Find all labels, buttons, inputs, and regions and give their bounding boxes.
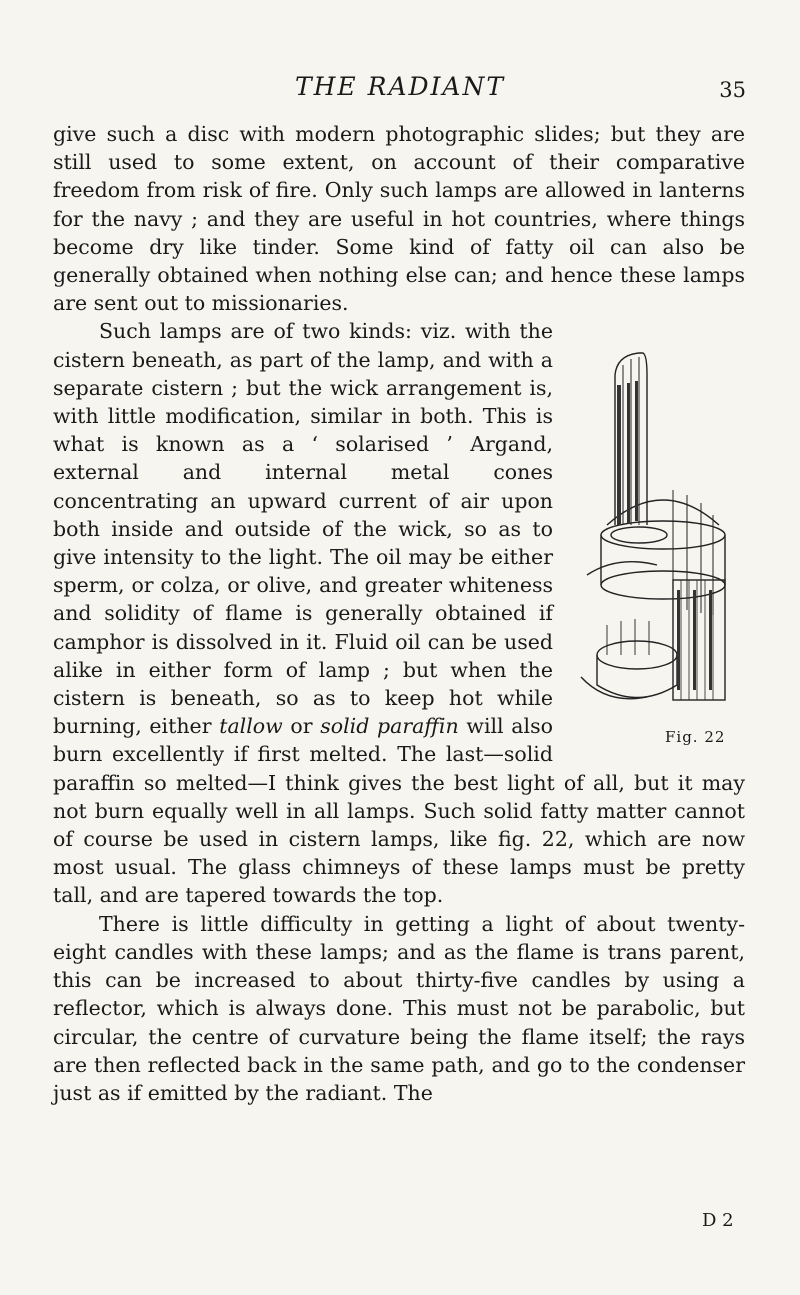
paragraph-2-part-2: will also burn excellently if first melted. The last—solid paraffin so melted—I think gives the best light of all, but it may not burn equally well in all lamps. Such solid fatty matter cannot of course be used in cistern lamps, like fig. 22, which are now most usual. The glass chimneys of these lamps must be pretty tall, and are tapered towards the top. — [53, 714, 745, 908]
figure-22 — [565, 325, 745, 753]
body-text — [53, 120, 745, 1107]
figure-caption: Fig. 22 — [665, 728, 726, 747]
paragraph-2-part-1: Such lamps are of two kinds: viz. with the cistern beneath, as part of the lamp, and with a separate cistern ; but the wick arrangement is, with little modification, similar in both. This is what is known as a ‘ solarised ’ Argand, external and internal metal cones concentrating an upward current of air upon both inside and outside of the wick, so as to give intensity to the light. The oil may be either sperm, or colza, or olive, and greater whiteness and solidity of flame is generally obtained if camphor is dissolved in it. Fluid oil can be used alike in either form of lamp ; but when the cistern is beneath, so as to keep hot while burning, either — [53, 319, 553, 739]
page-number: 35 — [719, 78, 746, 102]
italic-tallow: tallow — [219, 714, 283, 739]
signature-mark: D 2 — [702, 1210, 734, 1231]
paragraph-2-or: or — [290, 714, 313, 739]
running-title: THE RADIANT — [294, 72, 506, 101]
italic-solid-paraffin: solid paraffin — [320, 714, 459, 739]
page-header — [60, 72, 746, 112]
argand-lamp-illustration — [577, 325, 737, 725]
paragraph-1: give such a disc with modern photographic slides; but they are still used to some extent, on account of their comparative freedom from risk of fire. Only such lamps are allowed in lanterns for the navy ; and they are useful in hot countries, where things become dry like tinder. Some kind of fatty oil can also be generally obtained when nothing else can; and hence these lamps are sent out to missionaries. — [53, 122, 745, 316]
paragraph-3: There is little difficulty in getting a light of about twenty-eight candles with these lamps; and as the flame is trans parent, this can be increased to about thirty-five candles by using a reflector, which is always done. This must not be parabolic, but circular, the centre of curvature being the flame itself; the rays are then reflected back in the same path, and go to the condenser just as if emitted by the radiant. The — [53, 911, 745, 1105]
